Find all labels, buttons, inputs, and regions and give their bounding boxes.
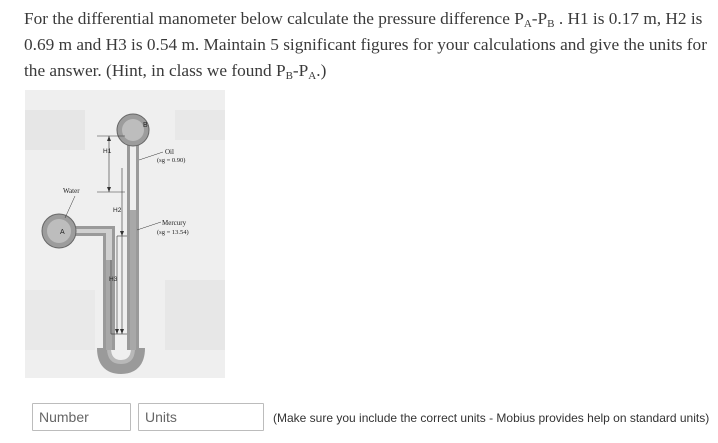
label-water: Water <box>63 187 80 195</box>
label-mercury: Mercury <box>162 219 187 227</box>
question-text: For the differential manometer below calculate the pressure difference $P_A-P_B$ . H1 is 0.17 m, H2 is 0.69 m and H3 is 0.54 m. Maintain 5 significant figures for your calculations and give the units for the answer. (Hint, in class we found $P_B-P_A$.) <box>24 9 707 82</box>
manometer-figure <box>25 90 225 378</box>
label-h2: H2 <box>113 207 122 214</box>
label-mercury-sg: (sg = 13.54) <box>157 229 189 236</box>
label-h1: H1 <box>103 148 112 155</box>
units-input[interactable] <box>138 403 264 431</box>
label-a: A <box>60 229 65 236</box>
label-oil-sg: (sg = 0.90) <box>157 157 186 164</box>
label-b: B <box>143 122 148 129</box>
label-oil: Oil <box>165 148 174 156</box>
label-h3: H3 <box>109 276 118 283</box>
units-hint: (Make sure you include the correct units - Mobius provides help on standard units) <box>273 411 710 425</box>
number-input[interactable] <box>32 403 131 431</box>
